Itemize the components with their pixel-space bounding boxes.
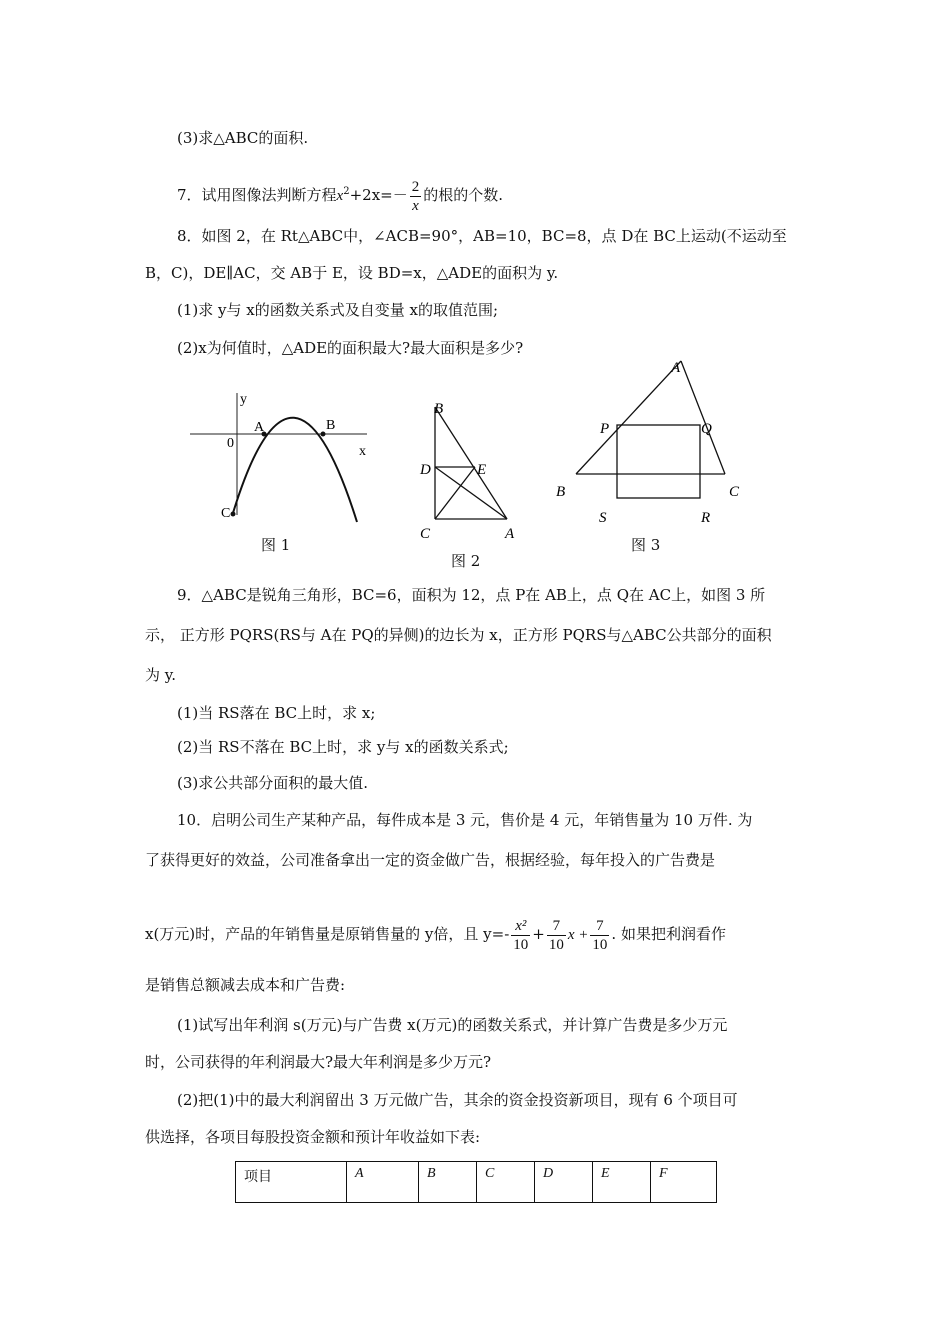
q7-suffix: 的根的个数.	[423, 186, 504, 204]
q8-line2: B，C)，DE∥AC，交 AB于 E，设 BD=x，△ADE的面积为 y.	[145, 264, 559, 282]
table-header-cell: 项目	[236, 1162, 347, 1203]
q10-line4: 是销售总额减去成本和广告费:	[145, 976, 346, 994]
fig3-label-r: R	[701, 510, 711, 526]
q10-frac3-num: 7	[590, 917, 609, 936]
q7-line	[177, 172, 503, 216]
figure-2-triangle	[410, 395, 530, 545]
q10-x-plus: x +	[567, 927, 589, 943]
q10-part2-line1: (2)把(1)中的最大利润留出 3 万元做广告，其余的资金投资新项目，现有 6 个项目可	[177, 1091, 738, 1109]
fig3-label-s: S	[599, 510, 607, 526]
fig3-label-c: C	[729, 484, 740, 500]
q10-frac3-den: 10	[592, 936, 608, 953]
q7-fraction	[410, 178, 422, 215]
table-header-cell: B	[419, 1162, 477, 1203]
q7-mid: +2x=－	[349, 186, 408, 204]
q10-part1-line1: (1)试写出年利润 s(万元)与广告费 x(万元)的函数关系式，并计算广告费是多少万元	[177, 1016, 728, 1034]
table-header-cell: D	[535, 1162, 593, 1203]
q10-frac3	[590, 917, 609, 954]
figure-3-triangle-square	[550, 355, 750, 535]
fig2-segment-ec	[435, 467, 475, 519]
q7-prefix: 7．试用图像法判断方程	[177, 186, 337, 204]
table-header-cell: A	[347, 1162, 419, 1203]
fig1-point-c	[231, 512, 236, 517]
q10-frac1-den: 10	[513, 936, 529, 953]
q10-line2: 了获得更好的效益，公司准备拿出一定的资金做广告，根据经验，每年投入的广告费是	[145, 851, 716, 869]
fig2-caption: 图 2	[451, 552, 481, 570]
q9-line2: 示， 正方形 PQRS(RS与 A在 PQ的异侧)的边长为 x，正方形 PQRS与△ABC公共部分的面积	[145, 626, 772, 644]
fig2-label-d: D	[420, 462, 431, 478]
fig2-label-a: A	[505, 526, 515, 542]
table-row	[236, 1162, 717, 1203]
q10-part2-line2: 供选择，各项目每股投资金额和预计年收益如下表:	[145, 1128, 481, 1146]
q7-x: x	[336, 188, 344, 204]
table-header-cell: E	[593, 1162, 651, 1203]
q10-line1: 10．启明公司生产某种产品，每件成本是 3 元，售价是 4 元，年销售量为 10 万件. 为	[177, 811, 753, 829]
q10-frac2-num: 7	[547, 917, 566, 936]
fig1-label-o: 0	[227, 436, 234, 451]
q7-frac-den: x	[412, 197, 419, 214]
q7-sup: 2	[343, 186, 350, 197]
fig1-point-b	[321, 432, 326, 437]
q10-line3-prefix: x(万元)时，产品的年销售量是原销售量的 y倍，且 y=-	[145, 925, 510, 943]
fig1-label-b: B	[326, 418, 336, 433]
figure-1-parabola	[185, 385, 375, 530]
fig2-label-b: B	[434, 401, 444, 417]
q6-part3: (3)求△ABC的面积.	[177, 129, 309, 147]
fig3-side-ab	[576, 361, 681, 474]
q9-part2: (2)当 RS不落在 BC上时，求 y与 x的函数关系式;	[177, 738, 509, 756]
fig3-caption: 图 3	[631, 536, 661, 554]
fig2-side-ab	[435, 407, 507, 519]
table-header-cell: C	[477, 1162, 535, 1203]
fig1-label-y: y	[240, 392, 247, 407]
fig3-label-a: A	[671, 360, 681, 376]
fig3-label-p: P	[600, 421, 610, 437]
q10-frac2	[547, 917, 566, 954]
fig1-label-c: C	[221, 506, 231, 521]
q10-line3	[145, 912, 726, 957]
q9-part1: (1)当 RS落在 BC上时，求 x;	[177, 704, 376, 722]
q7-frac-num: 2	[411, 178, 420, 195]
fig1-parabola-curve	[233, 418, 357, 522]
project-table	[235, 1161, 717, 1203]
q10-frac2-den: 10	[548, 936, 564, 953]
q10-frac1	[511, 917, 530, 954]
q10-frac1-num: x²	[511, 917, 530, 936]
fig2-segment-da	[435, 467, 507, 519]
fig2-label-e: E	[477, 462, 487, 478]
q9-line1: 9．△ABC是锐角三角形，BC=6，面积为 12，点 P在 AB上，点 Q在 AC上，如图 3 所	[177, 586, 766, 604]
table-header-cell: F	[651, 1162, 717, 1203]
fig3-square-pqrs	[617, 425, 700, 498]
q8-line1: 8．如图 2，在 Rt△ABC中，∠ACB=90°，AB=10，BC=8，点 D在 BC上运动(不运动至	[177, 227, 787, 245]
fig3-label-q: Q	[701, 421, 712, 437]
fig1-label-a: A	[254, 420, 265, 435]
q10-part1-line2: 时，公司获得的年利润最大?最大年利润是多少万元?	[145, 1053, 492, 1071]
fig1-caption: 图 1	[261, 536, 291, 554]
q8-part2: (2)x为何值时，△ADE的面积最大?最大面积是多少?	[177, 339, 524, 357]
fig3-side-ac	[681, 361, 725, 474]
q10-plus1: +	[532, 925, 545, 943]
q8-part1: (1)求 y与 x的函数关系式及自变量 x的取值范围;	[177, 301, 499, 319]
q10-line3-suffix: . 如果把利润看作	[611, 925, 726, 943]
fig2-label-c: C	[420, 526, 431, 542]
fig3-label-b: B	[556, 484, 566, 500]
fig1-label-x: x	[359, 444, 366, 459]
q9-part3: (3)求公共部分面积的最大值.	[177, 774, 369, 792]
q9-line3: 为 y.	[145, 666, 177, 684]
